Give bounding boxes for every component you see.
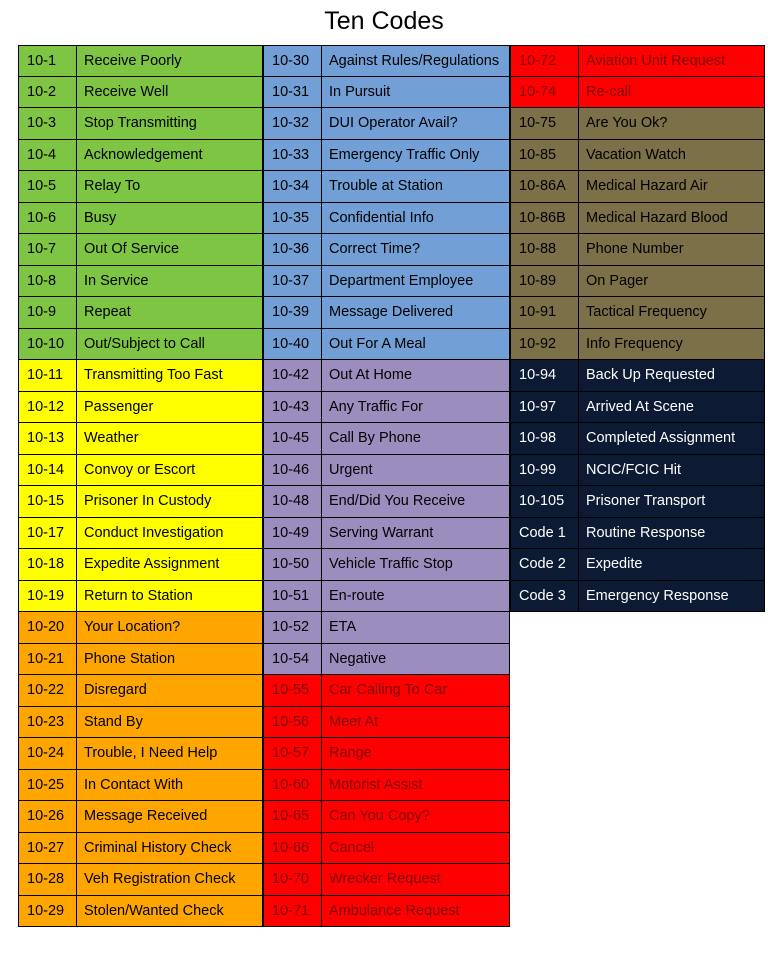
description-cell: Phone Number [586, 241, 684, 257]
code-row [18, 329, 263, 361]
code-row [263, 707, 510, 739]
code-row [263, 864, 510, 896]
code-cell: 10-21 [19, 644, 77, 675]
description-cell: Meet At [329, 713, 379, 730]
description-cell: Criminal History Check [84, 839, 232, 856]
description-cell: Medical Hazard Blood [586, 209, 728, 226]
description-cell: Your Location? [84, 619, 181, 635]
code-row [263, 297, 510, 329]
description-cell: Motorist Assist [329, 776, 423, 793]
code-cell: 10-85 [511, 140, 579, 171]
code-cell: 10-32 [264, 108, 322, 139]
description-cell: Negative [329, 650, 387, 667]
code-row [510, 549, 765, 581]
code-row [263, 45, 510, 77]
description-cell: Wrecker Request [329, 871, 441, 887]
code-row [18, 675, 263, 707]
code-cell: 10-86B [511, 203, 579, 234]
description-cell: Message Delivered [329, 304, 454, 320]
description-cell: Busy [84, 209, 117, 226]
code-cell: 10-75 [511, 108, 579, 139]
code-row [263, 896, 510, 928]
description-cell: Re-call [586, 83, 632, 100]
description-cell: Info Frequency [586, 335, 683, 352]
code-row [18, 140, 263, 172]
description-cell: Emergency Response [586, 587, 729, 604]
description-cell: DUI Operator Avail? [329, 115, 458, 131]
description-cell: Department Employee [329, 272, 474, 289]
code-cell: 10-43 [264, 392, 322, 423]
code-row [263, 581, 510, 613]
code-cell: 10-70 [264, 864, 322, 895]
code-cell: 10-10 [19, 329, 77, 360]
code-cell: 10-3 [19, 108, 77, 139]
code-cell: 10-88 [511, 234, 579, 265]
code-row [263, 140, 510, 172]
code-cell: 10-28 [19, 864, 77, 895]
code-row [18, 801, 263, 833]
description-cell: Routine Response [586, 524, 706, 541]
code-row [263, 738, 510, 770]
code-cell: 10-52 [264, 612, 322, 643]
code-row [510, 140, 765, 172]
code-row [18, 896, 263, 928]
description-cell: Car Calling To Car [329, 682, 448, 698]
code-cell: 10-15 [19, 486, 77, 517]
code-row [18, 833, 263, 865]
code-cell: 10-94 [511, 360, 579, 391]
code-cell: 10-36 [264, 234, 322, 265]
code-cell: 10-72 [511, 46, 579, 76]
code-cell: 10-66 [264, 833, 322, 864]
code-cell: 10-86A [511, 171, 579, 202]
code-cell: 10-9 [19, 297, 77, 328]
description-cell: Acknowledgement [84, 146, 203, 163]
code-cell: 10-42 [264, 360, 322, 391]
description-cell: Medical Hazard Air [586, 178, 708, 194]
code-row [18, 518, 263, 550]
code-row [510, 329, 765, 361]
code-cell: 10-89 [511, 266, 579, 297]
description-cell: End/Did You Receive [329, 493, 466, 509]
code-row [18, 738, 263, 770]
code-row [263, 108, 510, 140]
code-cell: 10-40 [264, 329, 322, 360]
code-row [18, 644, 263, 676]
code-row [18, 392, 263, 424]
code-row [263, 644, 510, 676]
code-cell: 10-7 [19, 234, 77, 265]
code-row [263, 770, 510, 802]
description-cell: Return to Station [84, 587, 193, 604]
code-row [510, 423, 765, 455]
description-cell: Expedite Assignment [84, 556, 220, 572]
code-cell: 10-23 [19, 707, 77, 738]
code-row [263, 612, 510, 644]
description-cell: Completed Assignment [586, 430, 736, 446]
description-cell: In Service [84, 272, 149, 289]
description-cell: Back Up Requested [586, 367, 715, 383]
description-cell: Against Rules/Regulations [329, 53, 500, 69]
code-cell: 10-11 [19, 360, 77, 391]
code-row [510, 581, 765, 613]
description-cell: Range [329, 745, 372, 761]
description-cell: Prisoner In Custody [84, 493, 212, 509]
code-cell: 10-34 [264, 171, 322, 202]
description-cell: In Pursuit [329, 83, 391, 100]
code-row [510, 266, 765, 298]
description-cell: Prisoner Transport [586, 493, 706, 509]
description-cell: Vehicle Traffic Stop [329, 556, 453, 572]
code-cell: 10-13 [19, 423, 77, 454]
description-cell: NCIC/FCIC Hit [586, 461, 682, 478]
description-cell: Can You Copy? [329, 808, 430, 824]
description-cell: Convoy or Escort [84, 461, 196, 478]
code-cell: 10-98 [511, 423, 579, 454]
code-row [263, 329, 510, 361]
code-row [263, 675, 510, 707]
description-cell: Ambulance Request [329, 902, 460, 919]
code-row [18, 171, 263, 203]
codes-column-1 [18, 45, 263, 927]
code-row [263, 77, 510, 109]
code-cell: 10-92 [511, 329, 579, 360]
description-cell: Confidential Info [329, 209, 434, 226]
code-row [263, 833, 510, 865]
description-cell: Disregard [84, 682, 147, 698]
code-cell: 10-8 [19, 266, 77, 297]
code-cell: 10-17 [19, 518, 77, 549]
code-cell: 10-30 [264, 46, 322, 76]
code-row [18, 612, 263, 644]
code-cell: 10-35 [264, 203, 322, 234]
code-cell: 10-105 [511, 486, 579, 517]
code-row [18, 581, 263, 613]
description-cell: Cancel [329, 839, 375, 856]
code-cell: 10-37 [264, 266, 322, 297]
code-row [18, 707, 263, 739]
description-cell: En-route [329, 587, 385, 604]
code-row [510, 234, 765, 266]
code-row [510, 108, 765, 140]
code-row [18, 864, 263, 896]
code-cell: 10-2 [19, 77, 77, 108]
description-cell: Repeat [84, 304, 131, 320]
code-row [263, 203, 510, 235]
description-cell: Conduct Investigation [84, 524, 224, 541]
code-cell: 10-22 [19, 675, 77, 706]
code-cell: 10-1 [19, 46, 77, 76]
code-cell: 10-45 [264, 423, 322, 454]
code-cell: 10-51 [264, 581, 322, 612]
code-cell: Code 1 [511, 518, 579, 549]
code-cell: 10-4 [19, 140, 77, 171]
description-cell: Stand By [84, 713, 143, 730]
code-row [510, 45, 765, 77]
code-cell: 10-65 [264, 801, 322, 832]
code-cell: 10-20 [19, 612, 77, 643]
description-cell: Receive Well [84, 83, 169, 100]
code-cell: 10-54 [264, 644, 322, 675]
code-cell: 10-50 [264, 549, 322, 580]
description-cell: Receive Poorly [84, 53, 182, 69]
code-cell: 10-74 [511, 77, 579, 108]
description-cell: Emergency Traffic Only [329, 146, 480, 163]
description-cell: Transmitting Too Fast [84, 367, 223, 383]
code-row [263, 486, 510, 518]
code-cell: 10-60 [264, 770, 322, 801]
code-row [18, 77, 263, 109]
code-row [18, 108, 263, 140]
code-cell: 10-14 [19, 455, 77, 486]
description-cell: Out For A Meal [329, 335, 426, 352]
code-row [18, 234, 263, 266]
description-cell: Urgent [329, 461, 373, 478]
description-cell: Aviation Unit Request [586, 53, 726, 69]
description-cell: Trouble at Station [329, 178, 443, 194]
description-cell: Vacation Watch [586, 146, 686, 163]
description-cell: Arrived At Scene [586, 398, 694, 415]
code-row [510, 171, 765, 203]
code-row [263, 360, 510, 392]
code-cell: 10-56 [264, 707, 322, 738]
code-cell: 10-39 [264, 297, 322, 328]
description-cell: Veh Registration Check [84, 871, 236, 887]
code-row [18, 455, 263, 487]
code-cell: 10-26 [19, 801, 77, 832]
code-row [263, 266, 510, 298]
code-row [263, 392, 510, 424]
page-title: Ten Codes [324, 7, 444, 35]
code-cell: 10-99 [511, 455, 579, 486]
code-row [18, 266, 263, 298]
description-cell: Expedite [586, 556, 643, 572]
code-row [510, 455, 765, 487]
code-cell: 10-18 [19, 549, 77, 580]
description-cell: Passenger [84, 398, 154, 415]
code-row [510, 392, 765, 424]
code-cell: 10-25 [19, 770, 77, 801]
codes-column-3 [510, 45, 765, 612]
code-row [18, 549, 263, 581]
description-cell: Tactical Frequency [586, 304, 707, 320]
code-cell: 10-55 [264, 675, 322, 706]
code-row [510, 297, 765, 329]
description-cell: Correct Time? [329, 241, 421, 257]
description-cell: Stop Transmitting [84, 115, 197, 131]
code-cell: 10-6 [19, 203, 77, 234]
code-row [263, 171, 510, 203]
code-cell: 10-24 [19, 738, 77, 769]
code-cell: 10-97 [511, 392, 579, 423]
code-cell: 10-71 [264, 896, 322, 927]
code-cell: 10-19 [19, 581, 77, 612]
code-cell: 10-48 [264, 486, 322, 517]
code-cell: 10-91 [511, 297, 579, 328]
code-cell: 10-33 [264, 140, 322, 171]
code-cell: 10-31 [264, 77, 322, 108]
description-cell: Message Received [84, 808, 208, 824]
description-cell: ETA [329, 619, 357, 635]
description-cell: Trouble, I Need Help [84, 745, 218, 761]
code-row [263, 234, 510, 266]
code-cell: Code 3 [511, 581, 579, 612]
code-cell: 10-46 [264, 455, 322, 486]
description-cell: Stolen/Wanted Check [84, 902, 224, 919]
code-cell: 10-29 [19, 896, 77, 927]
description-cell: In Contact With [84, 776, 184, 793]
description-cell: Call By Phone [329, 430, 421, 446]
code-cell: 10-5 [19, 171, 77, 202]
description-cell: Serving Warrant [329, 524, 434, 541]
code-cell: 10-12 [19, 392, 77, 423]
description-cell: Phone Station [84, 650, 176, 667]
code-row [510, 77, 765, 109]
description-cell: Any Traffic For [329, 398, 424, 415]
code-row [18, 297, 263, 329]
code-row [263, 518, 510, 550]
description-cell: On Pager [586, 272, 649, 289]
code-row [18, 45, 263, 77]
description-cell: Out Of Service [84, 241, 180, 257]
description-cell: Relay To [84, 178, 141, 194]
codes-column-2 [263, 45, 510, 927]
code-row [263, 801, 510, 833]
code-row [18, 203, 263, 235]
code-row [18, 486, 263, 518]
description-cell: Are You Ok? [586, 115, 668, 131]
code-row [18, 423, 263, 455]
code-row [263, 423, 510, 455]
code-cell: Code 2 [511, 549, 579, 580]
code-row [510, 486, 765, 518]
code-row [263, 549, 510, 581]
code-row [510, 203, 765, 235]
code-cell: 10-27 [19, 833, 77, 864]
description-cell: Out At Home [329, 367, 413, 383]
code-row [18, 770, 263, 802]
code-row [510, 360, 765, 392]
code-cell: 10-49 [264, 518, 322, 549]
code-cell: 10-57 [264, 738, 322, 769]
code-row [263, 455, 510, 487]
description-cell: Weather [84, 430, 139, 446]
code-row [18, 360, 263, 392]
description-cell: Out/Subject to Call [84, 335, 205, 352]
code-row [510, 518, 765, 550]
